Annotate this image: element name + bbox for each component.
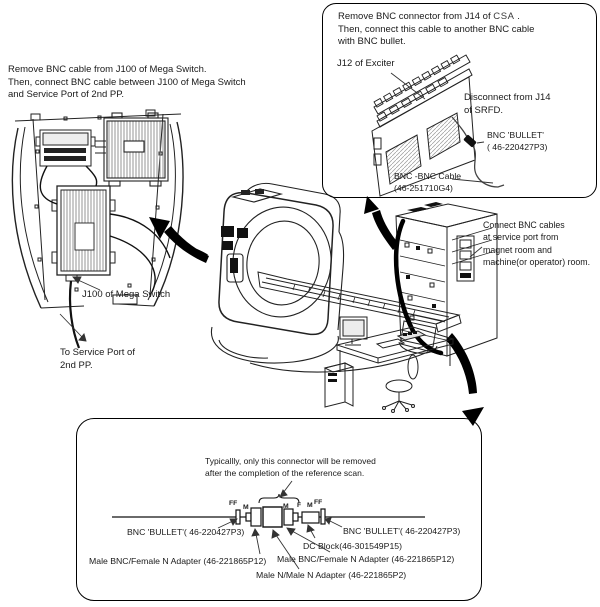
note-line: magnet room and bbox=[483, 244, 552, 255]
mega-switch-module bbox=[52, 186, 115, 281]
arrow-to-adapter-box-icon bbox=[446, 333, 484, 426]
dc-block-label: DC Block(46-301549P15) bbox=[303, 541, 402, 551]
bnc-cable-label bbox=[394, 171, 461, 194]
adapter-right-label: Male BNC/Female N Adapter (46-221865P12) bbox=[277, 554, 455, 564]
note-mega-switch bbox=[8, 64, 246, 102]
csa-abbrev: CSA bbox=[493, 11, 515, 22]
note-line bbox=[338, 11, 534, 24]
label-line: (46-251710G4) bbox=[394, 182, 453, 193]
note-csa bbox=[338, 11, 534, 49]
note-line: Then, connect this cable to another BNC cable bbox=[338, 23, 535, 35]
receiver-module bbox=[104, 113, 168, 186]
label-line: ( 46-220427P3) bbox=[487, 141, 548, 152]
bullet-right-label: BNC 'BULLET'( 46-220427P3) bbox=[343, 526, 461, 536]
note-line: Typicallly, only this connector will be removed bbox=[205, 456, 376, 466]
gender-m-right: M bbox=[283, 503, 289, 510]
ct-scanner-gantry bbox=[184, 183, 344, 334]
arrow-to-csa-box-icon bbox=[364, 196, 399, 250]
j100-label: J100 of Mega Switch bbox=[82, 289, 171, 300]
j100-leader bbox=[60, 277, 100, 341]
note-line: after the completion of the reference scan. bbox=[205, 467, 365, 478]
label-line: BNC 'BULLET' bbox=[487, 130, 544, 140]
label-line: To Service Port of bbox=[60, 347, 135, 358]
label-line: BNC -BNC Cable bbox=[394, 171, 462, 181]
note-line: machine(or operator) room. bbox=[483, 256, 591, 267]
note-line: at service port from bbox=[483, 232, 559, 243]
note-line: Connect BNC cables bbox=[483, 220, 565, 230]
adapter-left-label: Male BNC/Female N Adapter (46-221865P12) bbox=[89, 556, 267, 566]
gender-m-dc: M bbox=[307, 502, 313, 509]
service-port-label bbox=[60, 346, 135, 372]
note-line: and Service Port of 2nd PP. bbox=[8, 89, 125, 100]
note-service-port bbox=[483, 219, 590, 268]
disconnect-label bbox=[464, 91, 551, 117]
note-line: Then, connect BNC cable between J100 of Mega Switch bbox=[8, 76, 246, 88]
regulator-board bbox=[36, 130, 106, 166]
gender-ff-right: FF bbox=[314, 499, 323, 506]
gender-ff-left: FF bbox=[229, 500, 238, 507]
rack-service-panel bbox=[457, 236, 482, 281]
note-text: Remove BNC connector from J14 of bbox=[338, 11, 494, 22]
nn-adapter-label: Male N/Male N Adapter (46-221865P2) bbox=[256, 570, 407, 580]
gender-f: F bbox=[297, 502, 302, 509]
gender-m-left: M bbox=[243, 504, 249, 511]
label-line: of SRFD. bbox=[464, 105, 504, 116]
j12-label: J12 of Exciter bbox=[337, 58, 395, 69]
note-line: Remove BNC cable from J100 of Mega Switch. bbox=[8, 64, 207, 75]
label-line: 2nd PP. bbox=[60, 360, 93, 371]
bullet-left-label: BNC 'BULLET'( 46-220427P3) bbox=[127, 527, 245, 537]
patient-table bbox=[258, 272, 461, 353]
note-text: . bbox=[514, 11, 520, 22]
note-line: with BNC bullet. bbox=[338, 36, 406, 47]
bnc-bullet-top-label bbox=[487, 130, 547, 153]
note-reference-scan bbox=[205, 456, 376, 479]
label-line: Disconnect from J14 bbox=[464, 92, 551, 103]
